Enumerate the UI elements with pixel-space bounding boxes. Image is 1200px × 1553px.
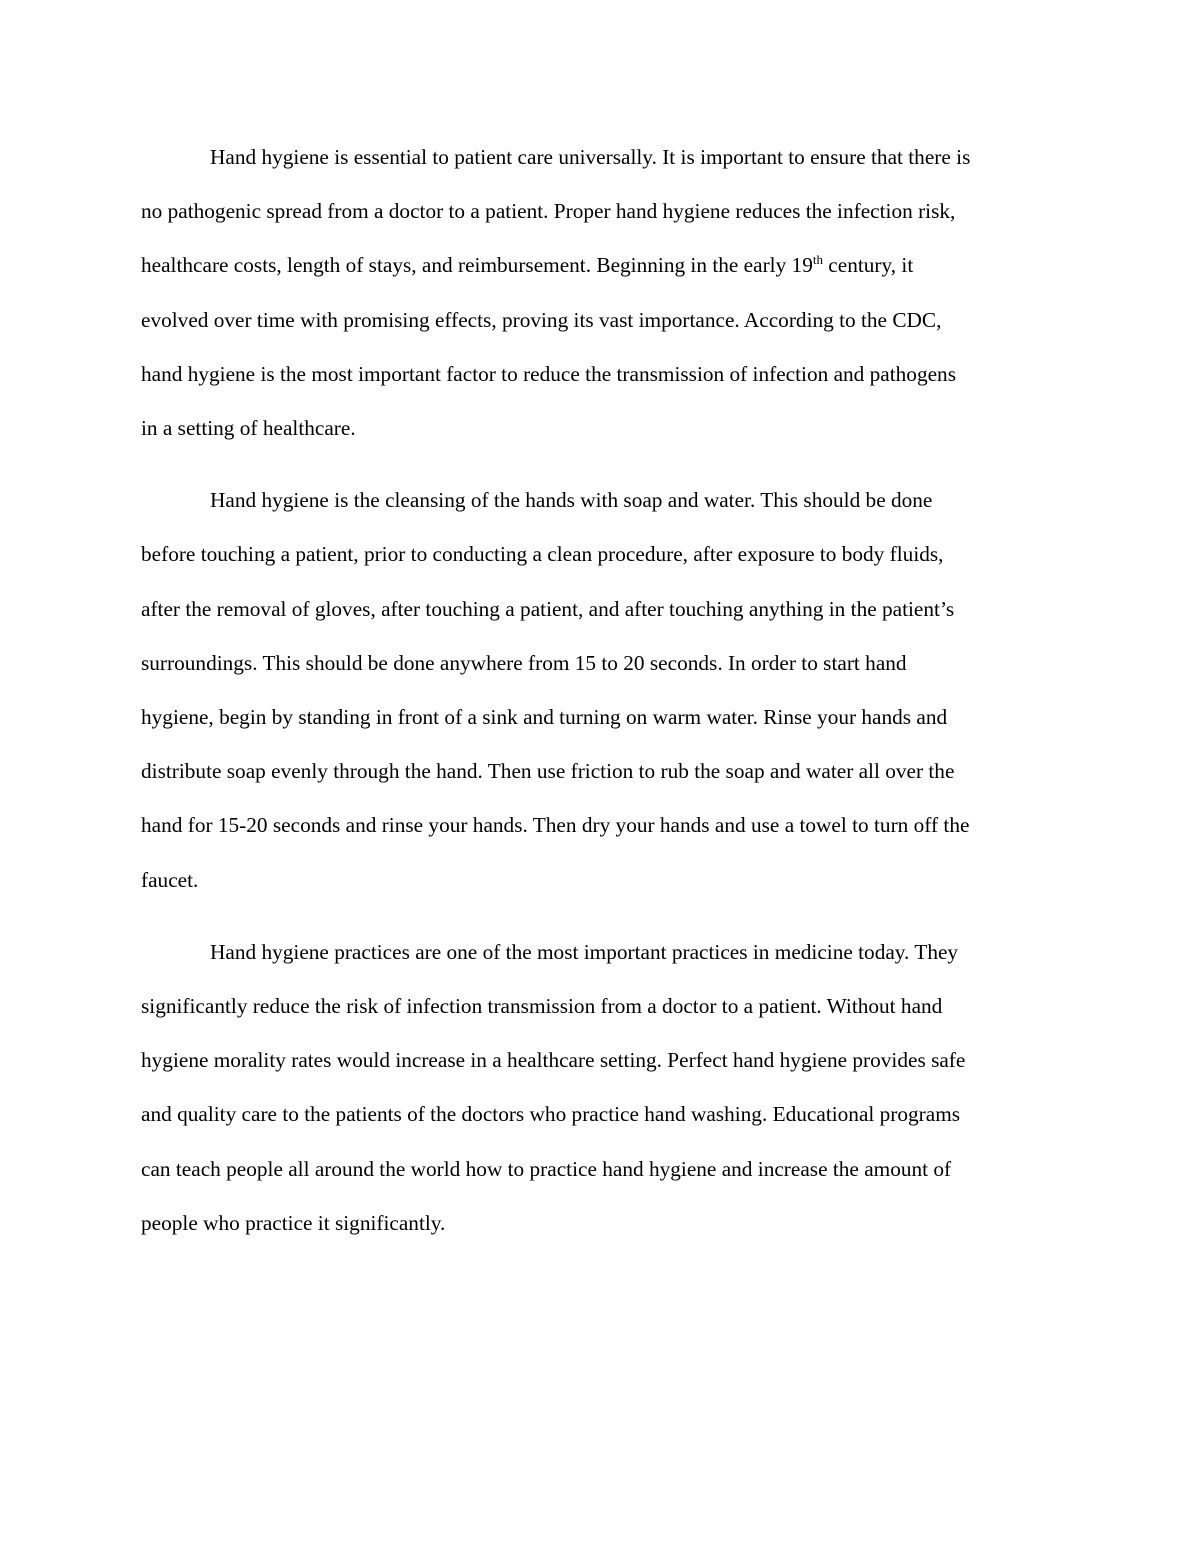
text-line: significantly reduce the risk of infection transmission from a doctor to a patient. Without hand [141, 994, 943, 1019]
text-run: century, it [822, 253, 914, 278]
paragraph-2 [141, 473, 1061, 907]
text-line: hand for 15-20 seconds and rinse your hands. Then dry your hands and use a towel to turn off the [141, 813, 970, 838]
text-line: hygiene morality rates would increase in a healthcare setting. Perfect hand hygiene provides safe [141, 1048, 966, 1073]
text-line: surroundings. This should be done anywhere from 15 to 20 seconds. In order to start hand [141, 650, 907, 675]
text-line: can teach people all around the world how to practice hand hygiene and increase the amount of [141, 1156, 952, 1181]
ordinal-superscript: th [812, 252, 823, 268]
text-line: Hand hygiene practices are one of the most important practices in medicine today. They [210, 939, 959, 964]
text-line: after the removal of gloves, after touching a patient, and after touching anything in the patient’s [141, 596, 955, 621]
text-line: Hand hygiene is essential to patient care universally. It is important to ensure that there is [210, 145, 971, 169]
text-line: hand hygiene is the most important factor to reduce the transmission of infection and pathogens [141, 361, 956, 386]
text-line: faucet. [141, 867, 199, 892]
text-line: distribute soap evenly through the hand. Then use friction to rub the soap and water all over the [141, 759, 955, 784]
text-run: healthcare costs, length of stays, and reimbursement. Beginning in the early 19 [141, 253, 813, 278]
text-line: and quality care to the patients of the doctors who practice hand washing. Educational programs [141, 1102, 961, 1127]
text-line: people who practice it significantly. [141, 1210, 446, 1235]
document-body [141, 130, 1061, 1268]
text-line [141, 238, 1061, 292]
text-line: hygiene, begin by standing in front of a sink and turning on warm water. Rinse your hands and [141, 705, 948, 730]
text-line: before touching a patient, prior to conducting a clean procedure, after exposure to body fluids, [141, 542, 944, 567]
text-line: in a setting of healthcare. [141, 416, 356, 441]
paragraph-1 [141, 130, 1061, 455]
paragraph-3 [141, 925, 1061, 1250]
text-line: Hand hygiene is the cleansing of the hands with soap and water. This should be done [210, 488, 933, 513]
text-line: no pathogenic spread from a doctor to a patient. Proper hand hygiene reduces the infection risk, [141, 199, 956, 224]
text-line: evolved over time with promising effects, proving its vast importance. According to the CDC, [141, 307, 942, 332]
